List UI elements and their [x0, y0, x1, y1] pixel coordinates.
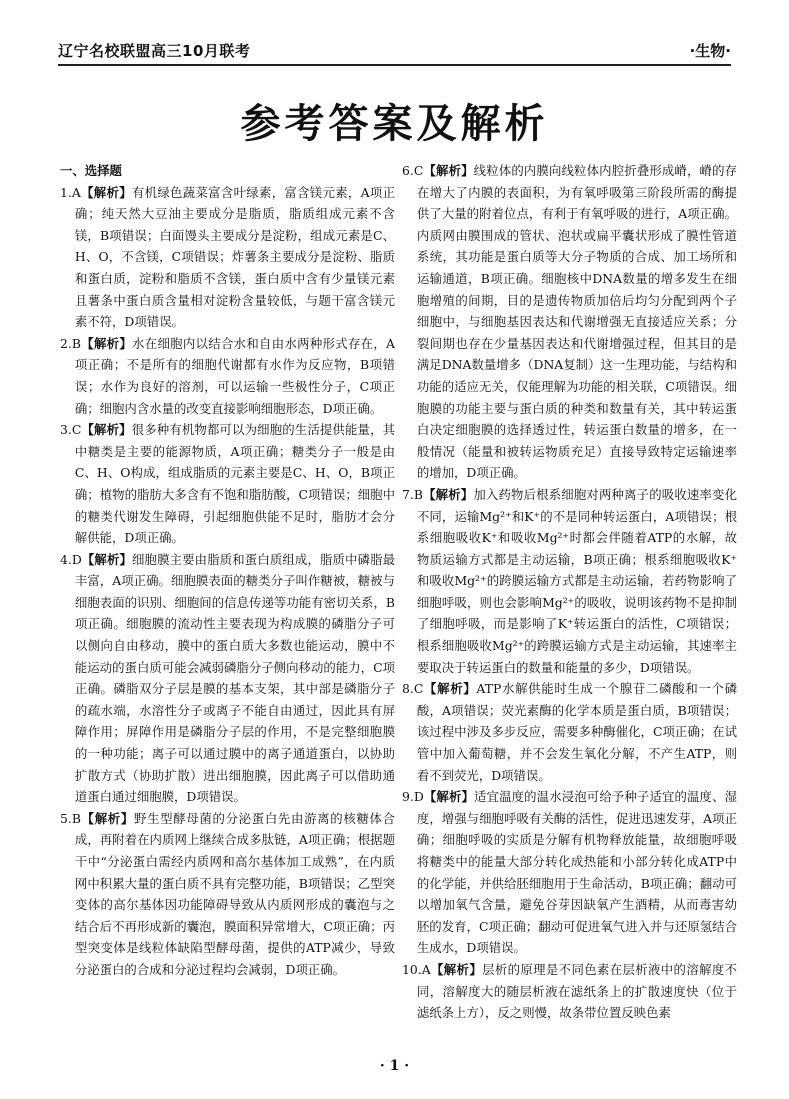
answer-number: 3.C	[60, 422, 82, 438]
answer-item	[402, 786, 737, 959]
answer-item	[402, 959, 737, 1024]
answer-number: 8.C	[402, 681, 424, 697]
analysis-tag: 【解析】	[80, 810, 134, 826]
answer-text: 线粒体的内膜向线粒体内腔折叠形成嵴，嵴的存在增大了内膜的表面积，为有氧呼吸第三阶段所需的酶提供了大量的附着位点，有利于有氧呼吸的进行，A项正确。内质网由膜围成的管状、泡状或扁平囊状形成了膜性管道系统，其功能是蛋白质等大分子物质的合成、加工场所和运输通道，B项正确。细胞核中DNA数量的增多发生在细胞增殖的间期，目的是遗传物质加倍后均匀分配到两个子细胞中，与细胞基因表达和代谢增强无直接适应关系；分裂间期也存在少量基因表达和代谢增强过程，但其目的是满足DNA数量增多（DNA复制）这一生理功能，与结构和功能的适应无关，仅能理解为功能的相关联，C项错误。细胞膜的功能主要与蛋白质的种类和数量有关，其中转运蛋白决定细胞膜的选择透过性，转运蛋白数量的增多，在一般情况（能量和被转运物质充足）直接导致特定运输速率的增加，D项正确。	[416, 163, 738, 481]
analysis-tag: 【解析】	[423, 163, 474, 178]
answer-number: 1.A	[60, 184, 81, 200]
analysis-tag: 【解析】	[80, 335, 133, 351]
answer-text: 水在细胞内以结合水和自由水两种形式存在，A项正确；不是所有的细胞代谢都有水作为反应物，B项错误；水作为良好的溶剂，可以运输一些极性分子，C项正确；细胞内含水量的改变直接影响细胞形态，D项正确。	[74, 335, 395, 416]
right-column	[402, 160, 737, 1024]
page-header	[58, 32, 731, 66]
answer-item	[60, 549, 395, 808]
answer-number: 6.C	[402, 163, 424, 178]
answer-text: 层析的原理是不同色素在层析液中的溶解度不同，溶解度大的随层析液在滤纸条上的扩散速度快（位于滤纸条上方），反之则慢，故条带位置反映色素	[416, 961, 738, 1021]
answer-item	[60, 333, 395, 419]
answer-number: 10.A	[402, 961, 431, 977]
analysis-tag: 【解析】	[81, 551, 133, 567]
left-column	[60, 160, 395, 981]
answer-number: 9.D	[402, 789, 424, 805]
page-title: 参考答案及解析	[240, 101, 549, 147]
answer-text: 适宜温度的温水浸泡可给予种子适宜的温度、湿度，增强与细胞呼吸有关酶的活性，促进迅速发芽，A项正确；细胞呼吸的实质是分解有机物释放能量，故细胞呼吸将糖类中的能量大部分转化成热能和小部分转化成ATP中的化学能，并供给胚细胞用于生命活动，B项正确；翻动可以增加氧气含量，避免谷芽因缺氧产生酒精，从而毒害幼胚的发育，C项正确；翻动可促进氧气进入并与还原氢结合生成水，D项错误。	[416, 789, 738, 956]
answer-number: 5.B	[60, 810, 81, 826]
answer-text: ATP水解供能时生成一个腺苷二磷酸和一个磷酸，A项错误；荧光素酶的化学本质是蛋白质，B项错误；该过程中涉及多步反应，需要多种酶催化，C项正确；在试管中加入葡萄糖，并不会发生氧化分解，不产生ATP，则看不到荧光，D项错误。	[416, 681, 738, 783]
answer-text: 很多种有机物都可以为细胞的生活提供能量，其中糖类是主要的能源物质，A项正确；糖类分子一般是由C、H、O构成，组成脂质的元素主要是C、H、O，B项正确；植物的脂肪大多含有不饱和脂肪酸，C项错误；细胞中的糖类代谢发生障碍，引起细胞供能不足时，脂肪才会分解供能，D项正确。	[74, 422, 396, 546]
answer-item	[60, 808, 395, 981]
answer-text: 加入药物后根系细胞对两种离子的吸收速率变化不同，运输Mg²⁺和K⁺的不是同种转运蛋白，A项错误；根系细胞吸收K⁺和吸收Mg²⁺时都会伴随着ATP的水解，故物质运输方式都是主动运输，B项正确；根系细胞吸收K⁺和吸收Mg²⁺的跨膜运输方式都是主动运输，若药物影响了细胞呼吸，则也会影响Mg²⁺的吸收，说明该药物不是抑制了细胞呼吸，而是影响了K⁺转运蛋白的活性，C项错误；根系细胞吸收Mg²⁺的跨膜运输方式是主动运输，其速率主要取决于转运蛋白的数量和能量的多少，D项错误。	[416, 486, 737, 675]
subject-label: ·生物·	[689, 42, 731, 60]
left-item-list	[60, 182, 395, 981]
exam-name: 辽宁名校联盟高三10月联考	[58, 42, 251, 60]
answer-text: 野生型酵母菌的分泌蛋白先由游离的核糖体合成，再附着在内质网上继续合成多肽链，A项正确；根据题干中“分泌蛋白需经内质网和高尔基体加工成熟”，在内质网中积累大量的蛋白质不具有完整功能，B项错误；乙型突变体的高尔基体因功能障碍导致从内质网形成的囊泡与之结合后不再形成新的囊泡，膜面积异常增大，C项正确；丙型突变体是线粒体缺陷型酵母菌，提供的ATP减少，导致分泌蛋白的合成和分泌过程均会减弱，D项正确。	[74, 810, 396, 977]
analysis-tag: 【解析】	[423, 789, 475, 805]
answer-item	[60, 419, 395, 549]
answer-number: 4.D	[60, 551, 82, 567]
answer-item	[60, 182, 395, 333]
analysis-tag: 【解析】	[423, 681, 477, 697]
analysis-tag: 【解析】	[430, 961, 483, 977]
answer-number: 7.B	[402, 486, 423, 502]
analysis-tag: 【解析】	[422, 486, 474, 502]
answer-text: 细胞膜主要由脂质和蛋白质组成，脂质中磷脂最丰富，A项正确。细胞膜表面的糖类分子叫作糖被，糖被与细胞表面的识别、细胞间的信息传递等功能有密切关系，B项正确。细胞膜的流动性主要表现为构成膜的磷脂分子可以侧向自由移动，膜中的蛋白质大多数也能运动，膜中不能运动的蛋白质可能会减弱磷脂分子侧向移动的能力，C项正确。磷脂双分子层是膜的基本支架，其中部是磷脂分子的疏水端，水溶性分子或离子不能自由通过，因此具有屏障作用；屏障作用是磷脂分子层的作用，不是完整细胞膜的一种功能；离子可以通过膜中的离子通道蛋白，以协助扩散方式（协助扩散）进出细胞膜，因此离子可以借助通道蛋白通过细胞膜，D项错误。	[74, 551, 396, 805]
answer-item	[402, 484, 737, 678]
page-number: · 1 ·	[379, 1058, 410, 1074]
analysis-tag: 【解析】	[81, 422, 132, 438]
answer-item	[402, 160, 737, 484]
answer-number: 2.B	[60, 335, 81, 351]
analysis-tag: 【解析】	[80, 184, 132, 200]
answer-text: 有机绿色蔬菜富含叶绿素，富含镁元素，A项正确；纯天然大豆油主要成分是脂质，脂质组成元素不含镁，B项错误；白面馒头主要成分是淀粉，组成元素是C、H、O，不含镁，C项错误；炸薯条主要成分是淀粉、脂质和蛋白质，淀粉和脂质不含镁，蛋白质中含有少量镁元素且薯条中蛋白质含量相对淀粉含量较低，与题干富含镁元素不符，D项错误。	[74, 184, 395, 330]
right-item-list	[402, 160, 737, 1024]
section-heading: 一、选择题	[60, 163, 122, 178]
answer-item	[402, 678, 737, 786]
